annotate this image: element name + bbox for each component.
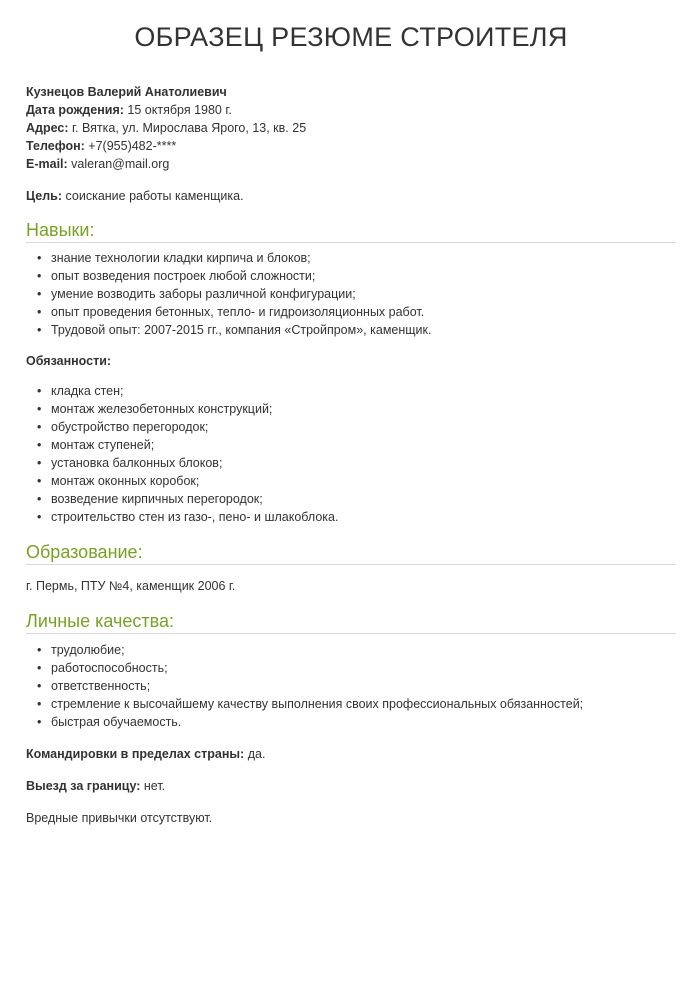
- skills-list: [26, 249, 676, 339]
- birth-date-line: [26, 101, 676, 119]
- list-item: • работоспособность;: [51, 659, 676, 677]
- travel-abroad-label: Выезд за границу:: [26, 779, 141, 793]
- address-line: [26, 119, 676, 137]
- skills-heading: Навыки:: [26, 219, 676, 243]
- travel-abroad-value: нет.: [140, 779, 166, 793]
- email-label: E-mail:: [26, 157, 68, 171]
- list-item: • установка балконных блоков;: [51, 454, 676, 472]
- list-item: • кладка стен;: [51, 382, 676, 400]
- personal-qualities-heading: Личные качества:: [26, 610, 676, 634]
- phone-label: Телефон:: [26, 139, 85, 153]
- list-item: • опыт проведения бетонных, тепло- и гидроизоляционных работ.: [51, 303, 676, 321]
- business-trips-label: Командировки в пределах страны:: [26, 747, 245, 761]
- email-value: valeran@mail.org: [67, 157, 170, 171]
- list-item: • знание технологии кладки кирпича и блоков;: [51, 249, 676, 267]
- business-trips-line: [26, 745, 676, 763]
- list-item: • возведение кирпичных перегородок;: [51, 490, 676, 508]
- travel-abroad-line: [26, 777, 676, 795]
- list-item: • обустройство перегородок;: [51, 418, 676, 436]
- list-item: • быстрая обучаемость.: [51, 713, 676, 731]
- personal-info: [26, 83, 676, 173]
- duties-heading: Обязанности:: [26, 354, 112, 368]
- list-item: • трудолюбие;: [51, 641, 676, 659]
- list-item: • опыт возведения построек любой сложности;: [51, 267, 676, 285]
- list-item: • монтаж железобетонных конструкций;: [51, 400, 676, 418]
- list-item: • ответственность;: [51, 677, 676, 695]
- birth-date-value: 15 октября 1980 г.: [123, 103, 232, 117]
- business-trips-value: да.: [244, 747, 266, 761]
- education-text: г. Пермь, ПТУ №4, каменщик 2006 г.: [26, 579, 236, 593]
- phone-line: [26, 137, 676, 155]
- page-title: ОБРАЗЕЦ РЕЗЮМЕ СТРОИТЕЛЯ: [134, 22, 568, 52]
- list-item: • стремление к высочайшему качеству выполнения своих профессиональных обязанностей;: [51, 695, 676, 713]
- bad-habits-line: Вредные привычки отсутствуют.: [26, 811, 213, 825]
- goal-label: Цель:: [26, 189, 63, 203]
- duties-list: [26, 382, 676, 526]
- address-label: Адрес:: [26, 121, 69, 135]
- list-item: • монтаж оконных коробок;: [51, 472, 676, 490]
- list-item: • монтаж ступеней;: [51, 436, 676, 454]
- list-item: • строительство стен из газо-, пено- и шлакоблока.: [51, 508, 676, 526]
- education-heading: Образование:: [26, 541, 676, 565]
- list-item: • Трудовой опыт: 2007-2015 гг., компания «Стройпром», каменщик.: [51, 321, 676, 339]
- goal-value: соискание работы каменщика.: [62, 189, 244, 203]
- list-item: • умение возводить заборы различной конфигурации;: [51, 285, 676, 303]
- birth-date-label: Дата рождения:: [26, 103, 124, 117]
- goal-line: [26, 187, 676, 205]
- full-name: Кузнецов Валерий Анатолиевич: [26, 85, 227, 99]
- personal-qualities-list: [26, 641, 676, 731]
- phone-value: +7(955)482-****: [84, 139, 177, 153]
- email-line: [26, 155, 676, 173]
- address-value: г. Вятка, ул. Мирослава Ярого, 13, кв. 25: [68, 121, 307, 135]
